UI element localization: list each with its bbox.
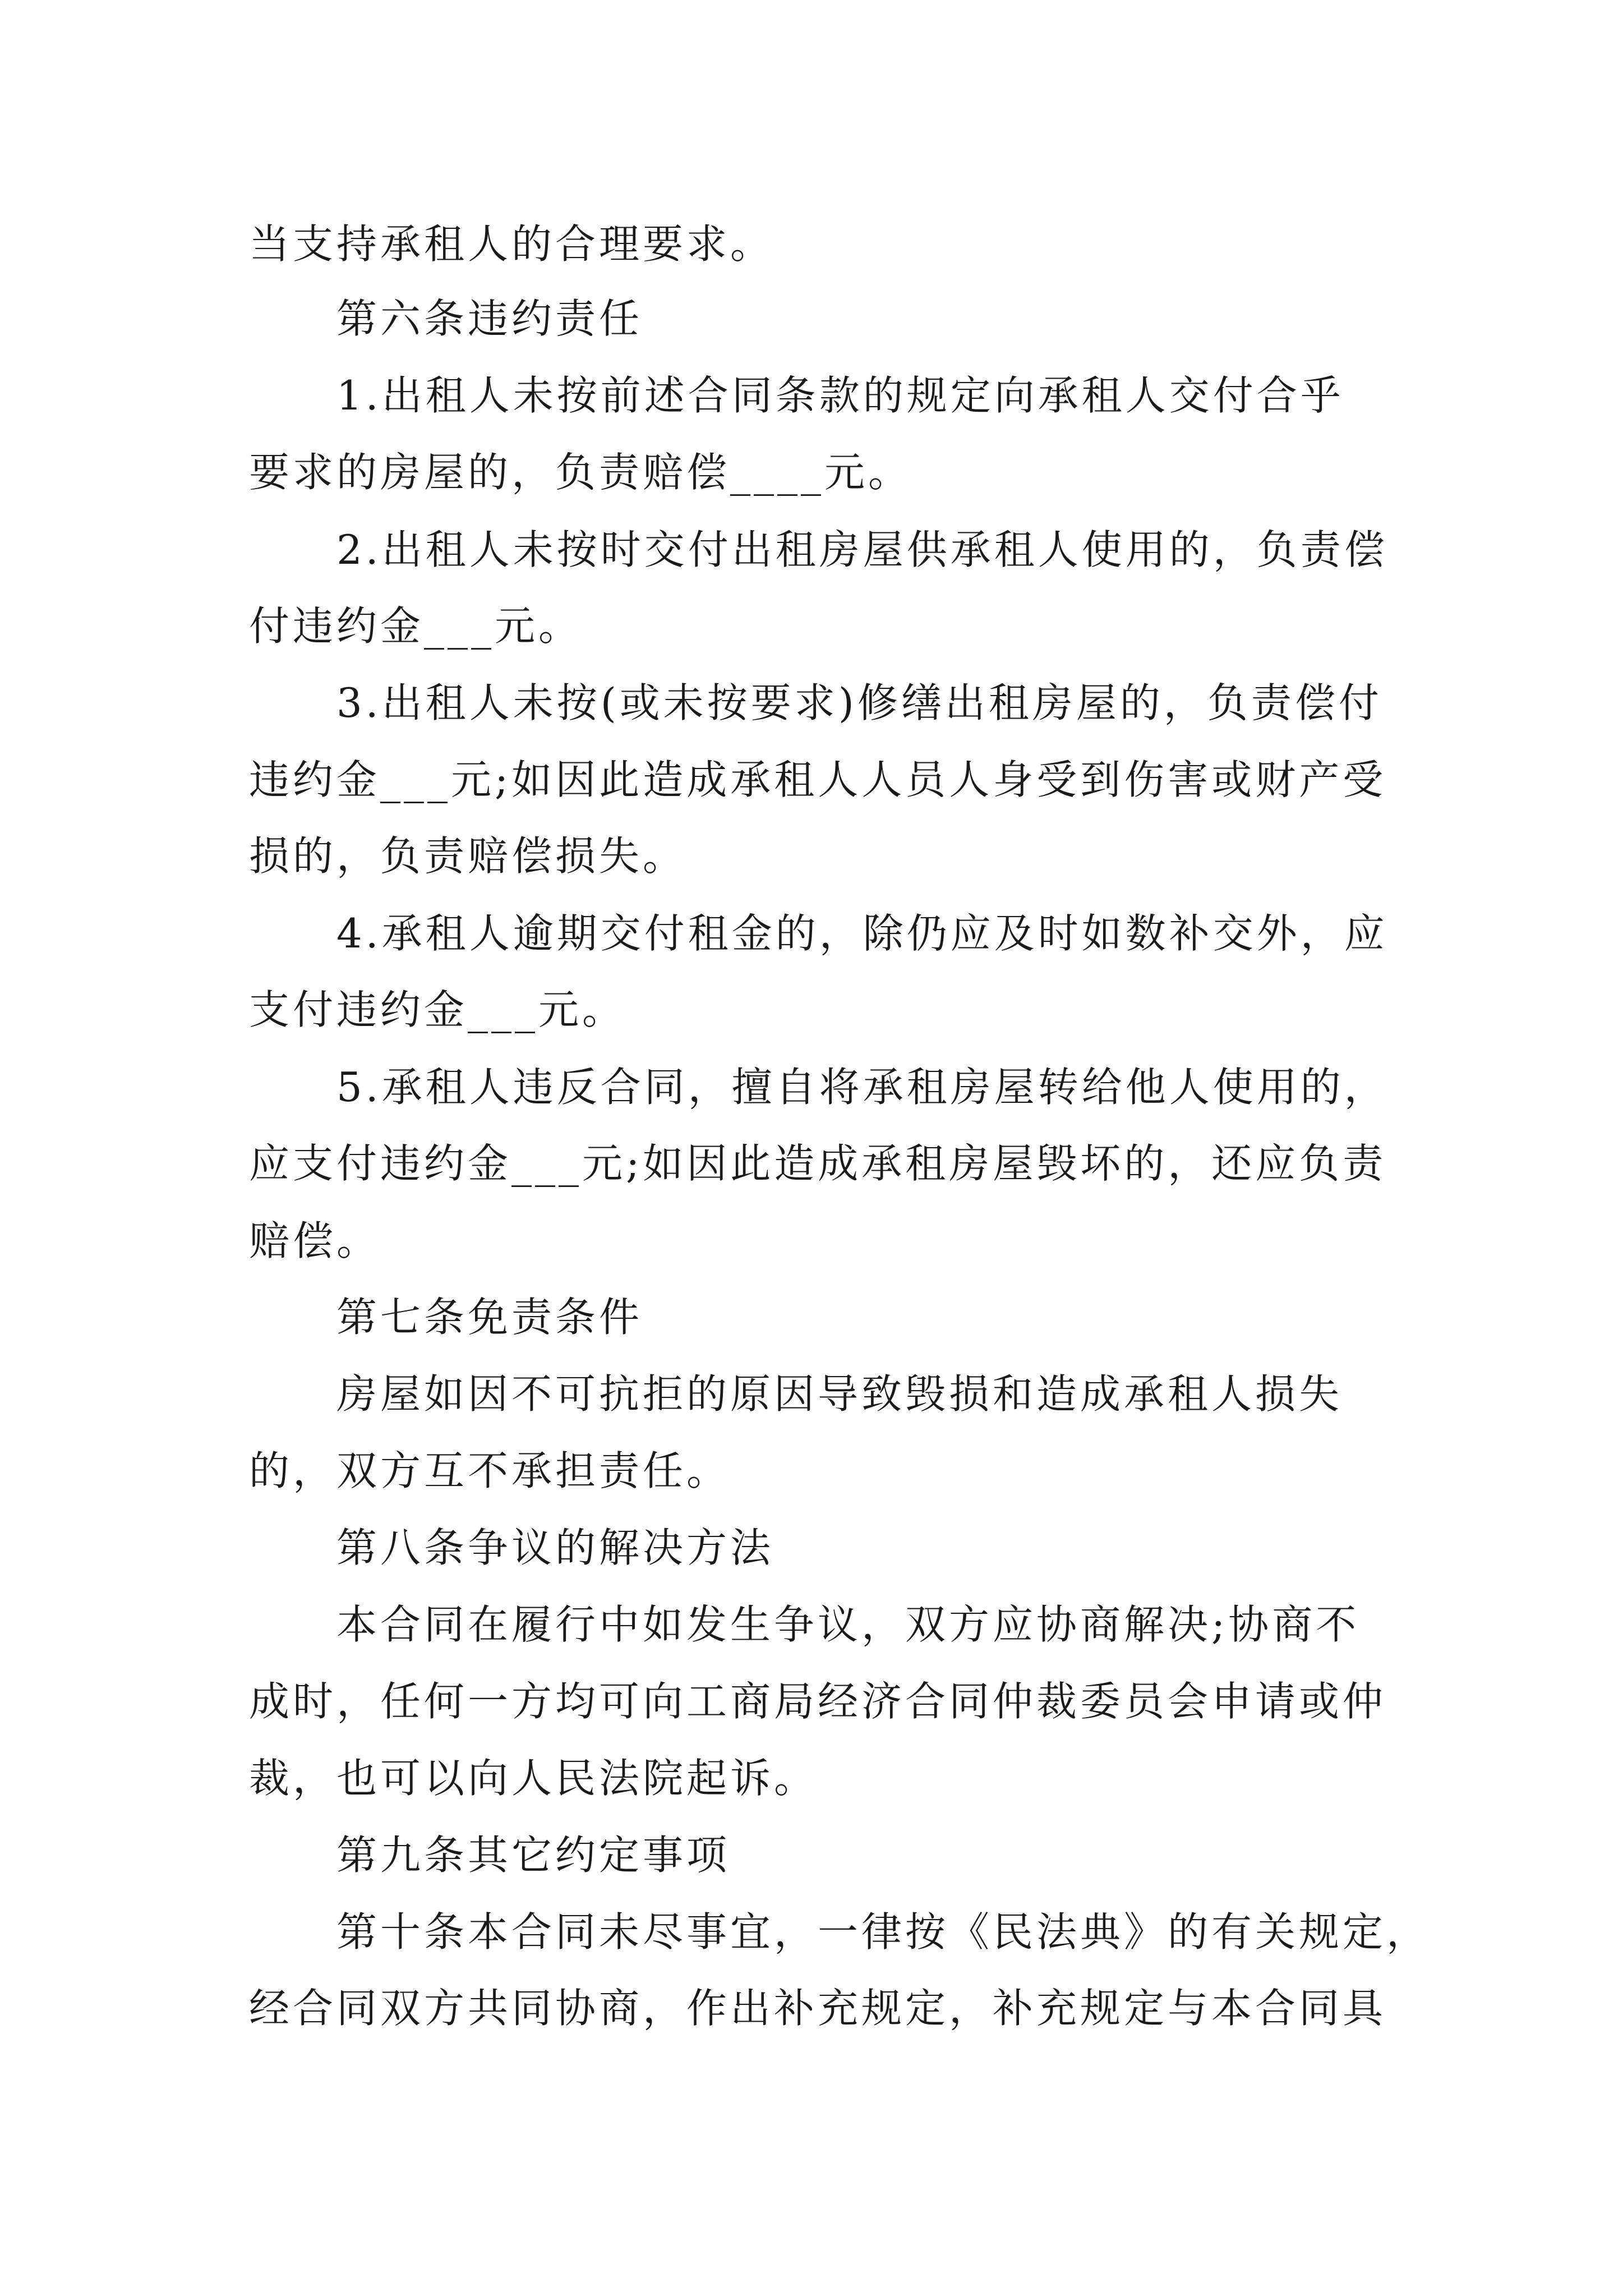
- paragraph-line: 违约金___元;如因此造成承租人人员人身受到伤害或财产受: [249, 756, 1387, 803]
- paragraph-line: 房屋如因不可抗拒的原因导致毁损和造成承租人损失: [336, 1370, 1343, 1418]
- paragraph-line: 付违约金___元。: [249, 602, 583, 650]
- section-heading: 第八条争议的解决方法: [336, 1524, 774, 1571]
- paragraph-line: 的，双方互不承担责任。: [249, 1447, 731, 1494]
- paragraph-line: 第十条本合同未尽事宜，一律按《民法典》的有关规定，: [336, 1908, 1431, 1955]
- paragraph-line: 裁，也可以向人民法院起诉。: [249, 1755, 818, 1802]
- paragraph-line: 2.出租人未按时交付出租房屋供承租人使用的，负责偿: [336, 526, 1388, 573]
- paragraph-line: 1.出租人未按前述合同条款的规定向承租人交付合乎: [336, 372, 1344, 419]
- paragraph-line: 成时，任何一方均可向工商局经济合同仲裁委员会申请或仲: [249, 1678, 1387, 1725]
- section-heading: 第六条违约责任: [336, 295, 643, 342]
- paragraph-line: 经合同双方共同协商，作出补充规定，补充规定与本合同具: [249, 1985, 1387, 2032]
- paragraph-line: 3.出租人未按(或未按要求)修缮出租房屋的，负责偿付: [336, 679, 1382, 726]
- paragraph-line: 当支持承租人的合理要求。: [249, 220, 774, 268]
- paragraph-line: 赔偿。: [249, 1217, 381, 1264]
- paragraph-line: 5.承租人违反合同，擅自将承租房屋转给他人使用的，: [336, 1064, 1388, 1111]
- paragraph-line: 本合同在履行中如发生争议，双方应协商解决;协商不: [336, 1601, 1360, 1648]
- section-heading: 第九条其它约定事项: [336, 1832, 731, 1879]
- section-heading: 第七条免责条件: [336, 1294, 643, 1341]
- paragraph-line: 应支付违约金___元;如因此造成承租房屋毁坏的，还应负责: [249, 1140, 1387, 1187]
- paragraph-line: 4.承租人逾期交付租金的，除仍应及时如数补交外，应: [336, 910, 1388, 957]
- paragraph-line: 支付违约金___元。: [249, 986, 626, 1033]
- paragraph-line: 要求的房屋的，负责赔偿____元。: [249, 449, 912, 496]
- paragraph-line: 损的，负责赔偿损失。: [249, 832, 687, 880]
